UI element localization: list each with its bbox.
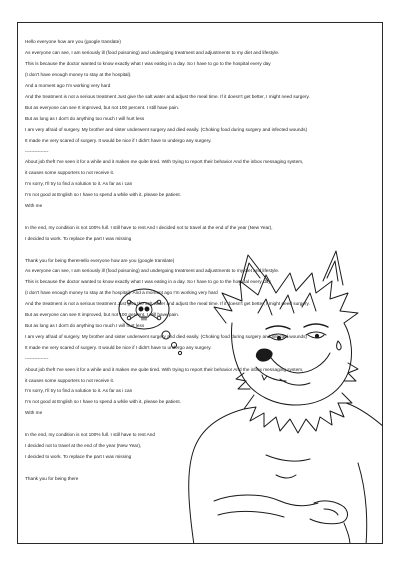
message-line: I decided to work. To replace the part I was missing [25,235,132,241]
message-line: (I don't have enough money to stay at the hospital). [25,72,132,78]
message-line: Thank you for being thereHello everyone how are you (google translate) [25,257,175,263]
message-line: This is because the doctor wanted to know exactly what I was eating in a day. So I have to go to the hospital every day [25,61,271,67]
message-line: And the treatment is not a serious treatment Just give the salt water and adjust the meal time. If it doesn't get better, I might need surgery. [25,301,310,307]
message-line: I decided not to travel at the end of the year (New Year), [25,442,142,448]
message-line: As everyone can see, I am seriously ill (food poisoning) and undergoing treatment and adjustments to my diet and lifestyle. [25,50,280,56]
message-line: Hello everyone how are you (google translate) [25,39,121,45]
message-line: I am very afraid of surgery. My brother and sister underwent surgery and died easily. (Choking food during surgery and infected wounds) [25,126,308,132]
message-line: I'm not good at English so I have to spend a while with it, please be patient. [25,399,181,405]
divider-line: --------------- [25,355,49,361]
message-line: But as long as I don't do anything too much I will hurt less [25,115,145,121]
message-line: But as long as I don't do anything too much I will hurt less [25,322,145,328]
blank-line [25,421,377,426]
message-line: As everyone can see, I am seriously ill (food poisoning) and undergoing treatment and adjustments to my diet and lifestyle. [25,268,280,274]
message-line: About job theft I've seen it for a while and it makes me quite tired. With trying to report their behavior And the inbox messaging system, [25,366,304,372]
message-line: Thank you for being there [25,475,79,481]
message-line: This is because the doctor wanted to know exactly what I was eating in a day. So I have to go to the hospital every day [25,279,271,285]
message-line: I'm sorry, I'll try to find a solution to it. As far as i can [25,388,133,394]
message-line: it causes some supporters to not receive it. [25,170,115,176]
message-text [25,34,377,487]
message-line: I decided to work. To replace the part I was missing [25,453,132,459]
message-line: With me [25,410,43,416]
message-line: But as everyone can see It improved, but not 100 percent. I still have pain. [25,104,179,110]
message-line: In the end, my condition is not 100% full. I still have to rest And [25,432,156,438]
message-line: About job theft I've seen it for a while and it makes me quite tired. With trying to report their behavior And the inbox messaging system, [25,159,304,165]
message-line: I'm sorry, I'll try to find a solution to it. As far as i can [25,181,133,187]
message-line: it causes some supporters to not receive it. [25,377,115,383]
blank-line [25,247,377,252]
message-line: (I don't have enough money to stay at the hospital). And a moment ago I'm working very hard [25,290,218,296]
message-line: But as everyone can see It improved, but not 100 percent. I still have pain. [25,312,179,318]
blank-line [25,214,377,219]
panel-frame [17,22,383,544]
message-line: In the end, my condition is not 100% full. I still have to rest And I decided not to travel at the end of the year (New Year), [25,224,273,230]
message-line: With me [25,203,43,209]
message-line: And the treatment is not a serious treatment Just give the salt water and adjust the meal time. If it doesn't get better, I might need surgery. [25,93,310,99]
divider-line: --------------- [25,148,49,154]
blank-line [25,465,377,470]
message-line: I'm not good at English so I have to spend a while with it, please be patient. [25,192,181,198]
message-line: I am very afraid of surgery. My brother and sister underwent surgery and died easily. (Choking food during surgery and infected wounds) [25,333,308,339]
message-line: It made me very scared of surgery. It would be nice if I didn't have to undergo any surgery. [25,137,212,143]
message-line: It made me very scared of surgery. It would be nice if I didn't have to undergo any surgery. [25,344,212,350]
message-line: And a moment ago I'm working very hard [25,83,111,89]
